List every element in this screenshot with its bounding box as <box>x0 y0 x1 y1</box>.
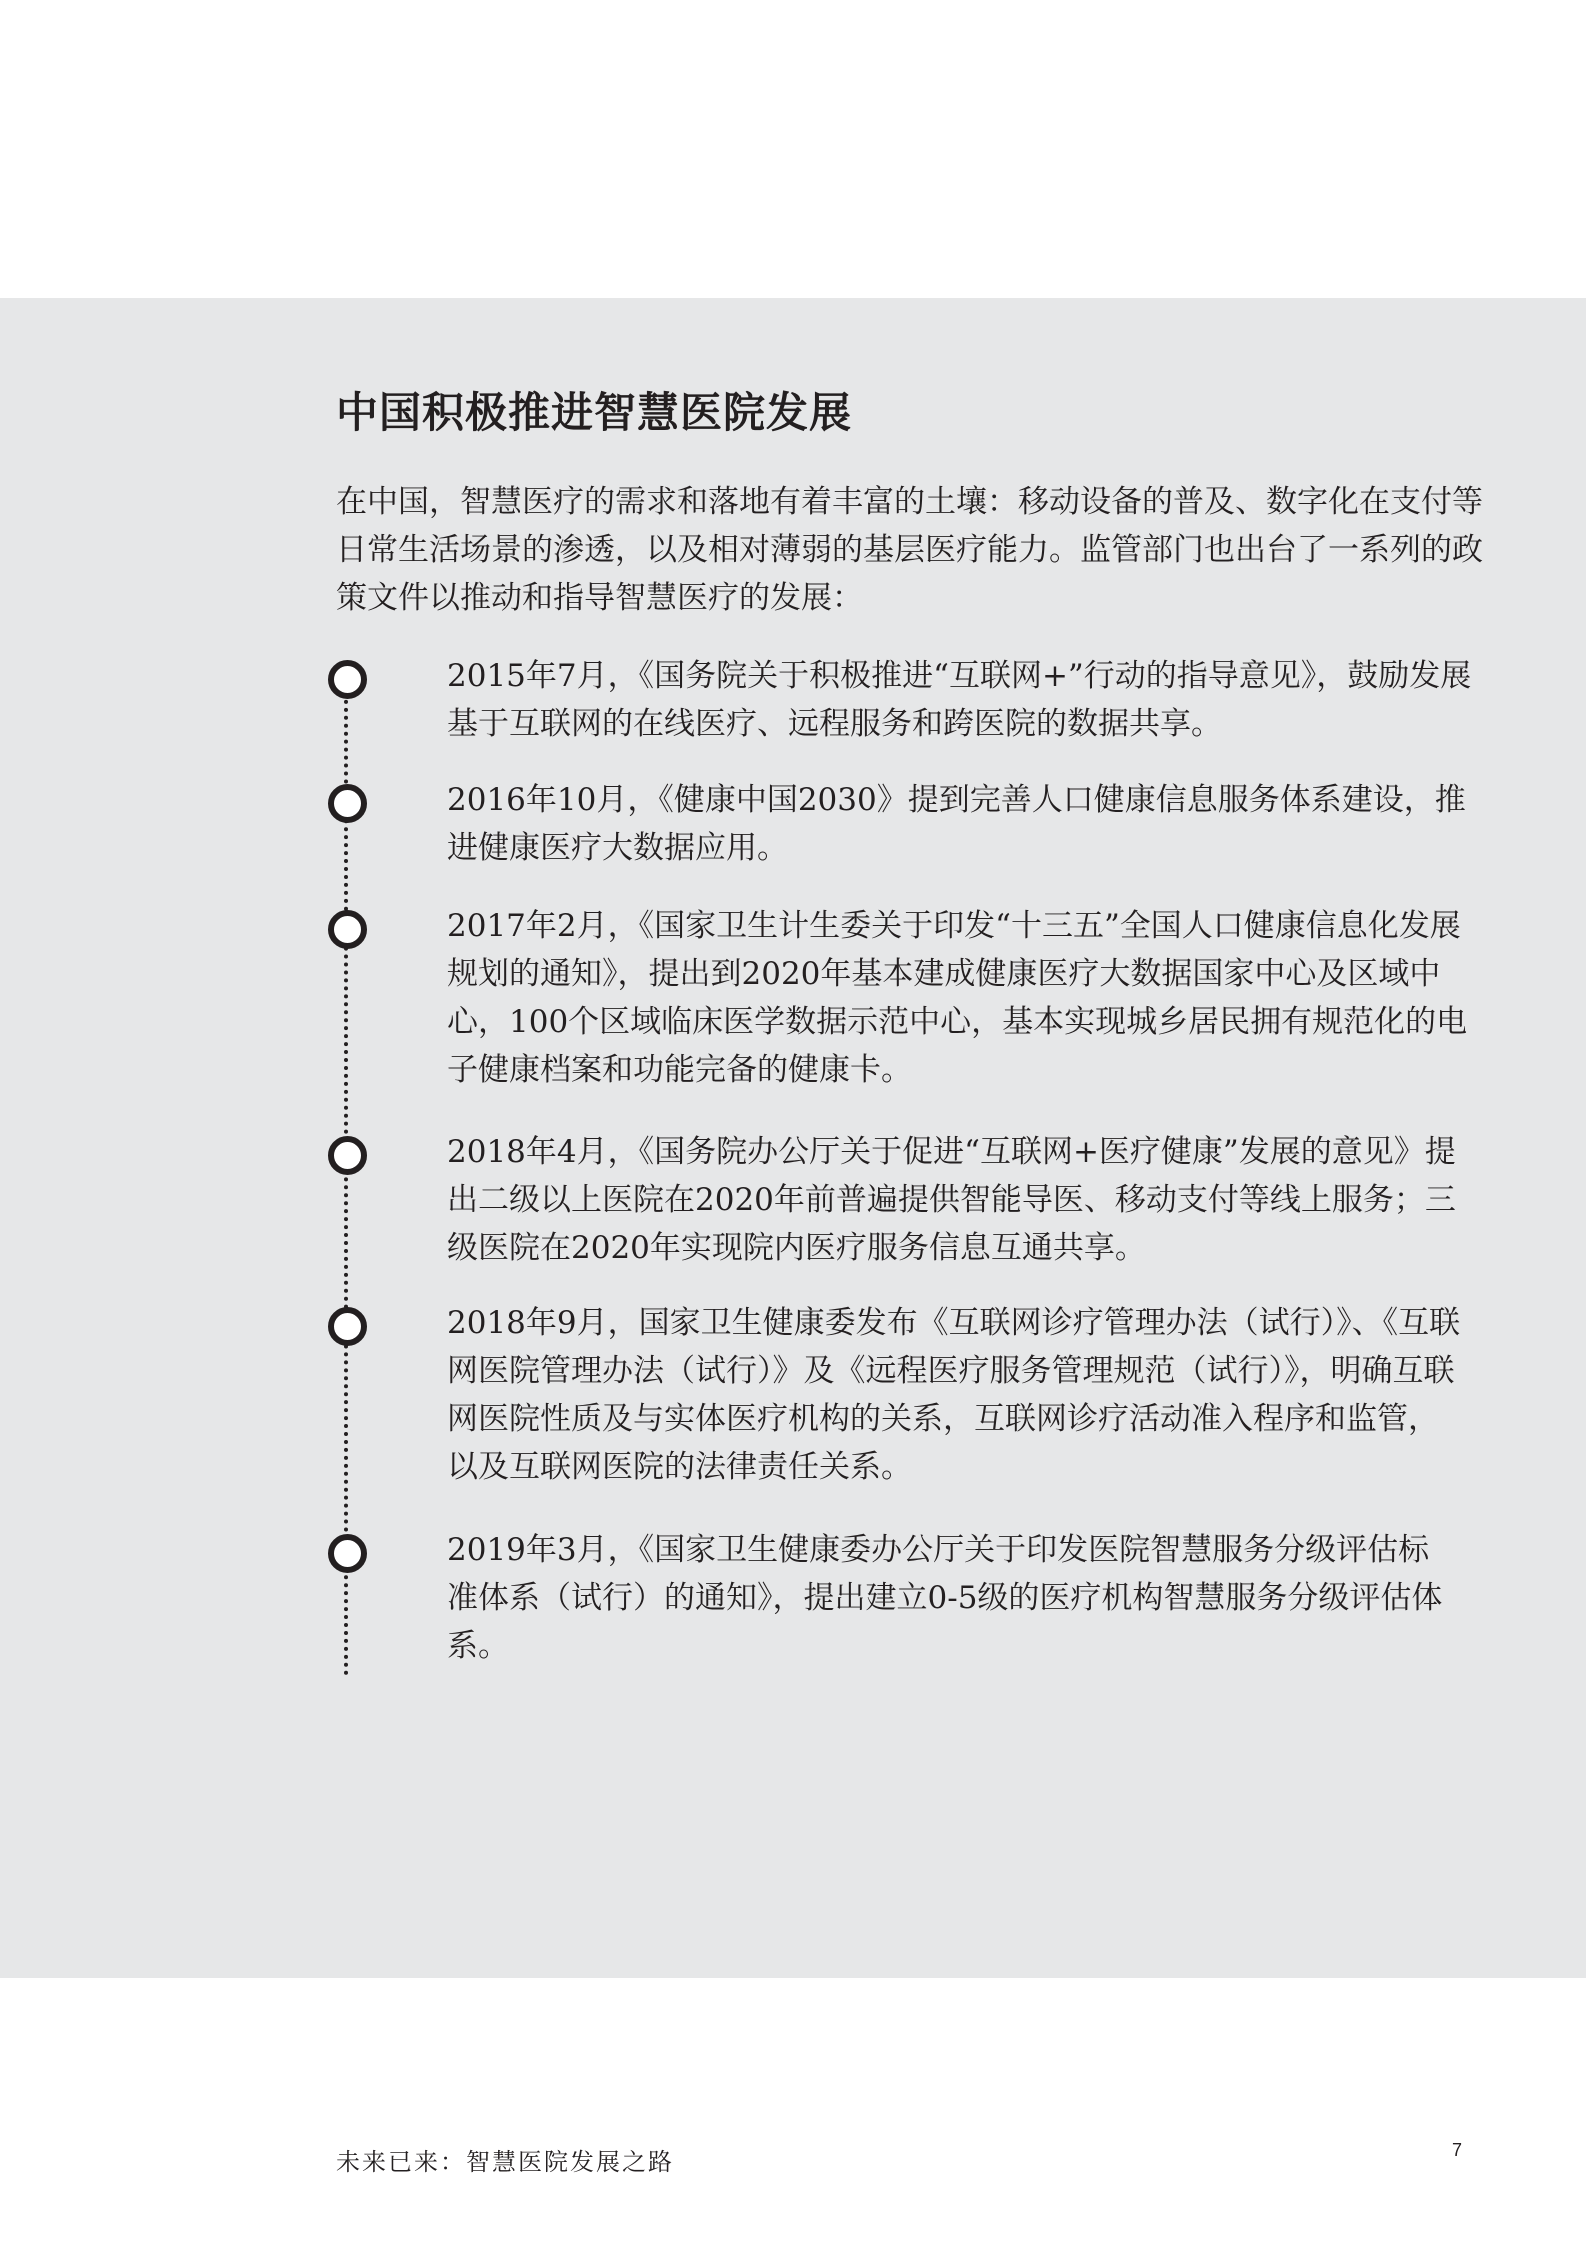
timeline-item <box>447 1299 1461 1491</box>
timeline-item-line: 规划的通知》，提出到2020年基本建成健康医疗大数据国家中心及区域中 <box>447 956 1441 992</box>
page-number: 7 <box>1452 2140 1463 2160</box>
section-title: 中国积极推进智慧医院发展 <box>336 388 853 437</box>
timeline-item-line: 子健康档案和功能完备的健康卡。 <box>447 1052 912 1088</box>
timeline-dotted-line <box>344 676 348 1676</box>
timeline-node-circle-icon <box>328 1534 367 1573</box>
intro-line: 策文件以推动和指导智慧医疗的发展： <box>336 580 863 616</box>
timeline-node-circle-icon <box>328 910 367 949</box>
timeline-item-line: 准体系（试行）的通知》，提出建立0-5级的医疗机构智慧服务分级评估体 <box>447 1580 1443 1616</box>
timeline-item-line: 心，100个区域临床医学数据示范中心，基本实现城乡居民拥有规范化的电 <box>447 1004 1468 1040</box>
timeline-item-line: 2015年7月，《国务院关于积极推进“互联网+”行动的指导意见》，鼓励发展 <box>447 658 1472 694</box>
footer-title: 未来已来：智慧医院发展之路 <box>336 2148 674 2176</box>
timeline-item-line: 2019年3月，《国家卫生健康委办公厅关于印发医院智慧服务分级评估标 <box>447 1532 1430 1568</box>
timeline-item-line: 网医院性质及与实体医疗机构的关系，互联网诊疗活动准入程序和监管， <box>447 1401 1439 1437</box>
timeline-item-line: 以及互联网医院的法律责任关系。 <box>447 1449 912 1485</box>
timeline-node-circle-icon <box>328 660 367 699</box>
timeline-item-line: 出二级以上医院在2020年前普遍提供智能导医、移动支付等线上服务；三 <box>447 1182 1456 1218</box>
timeline-item <box>447 776 1466 872</box>
intro-paragraph <box>336 478 1483 622</box>
timeline-node-circle-icon <box>328 1136 367 1175</box>
timeline-item <box>447 1128 1456 1272</box>
timeline-node-circle-icon <box>328 1307 367 1346</box>
timeline-item-line: 2018年9月，国家卫生健康委发布《互联网诊疗管理办法（试行）》、《互联 <box>447 1305 1461 1341</box>
timeline-item <box>447 902 1468 1094</box>
timeline-item-line: 系。 <box>447 1628 509 1664</box>
timeline-item-line: 2016年10月，《健康中国2030》提到完善人口健康信息服务体系建设，推 <box>447 782 1466 818</box>
timeline-item-line: 进健康医疗大数据应用。 <box>447 830 788 866</box>
timeline-item-line: 2018年4月，《国务院办公厅关于促进“互联网+医疗健康”发展的意见》提 <box>447 1134 1456 1170</box>
intro-line: 日常生活场景的渗透，以及相对薄弱的基层医疗能力。监管部门也出台了一系列的政 <box>336 532 1483 568</box>
timeline-item-line: 级医院在2020年实现院内医疗服务信息互通共享。 <box>447 1230 1146 1266</box>
timeline-item <box>447 652 1472 748</box>
timeline-item-line: 2017年2月，《国家卫生计生委关于印发“十三五”全国人口健康信息化发展 <box>447 908 1461 944</box>
timeline-item-line: 网医院管理办法（试行）》及《远程医疗服务管理规范（试行）》，明确互联 <box>447 1353 1455 1389</box>
intro-line: 在中国，智慧医疗的需求和落地有着丰富的土壤：移动设备的普及、数字化在支付等 <box>336 484 1483 520</box>
timeline-item <box>447 1526 1443 1670</box>
timeline-item-line: 基于互联网的在线医疗、远程服务和跨医院的数据共享。 <box>447 706 1222 742</box>
timeline-node-circle-icon <box>328 784 367 823</box>
